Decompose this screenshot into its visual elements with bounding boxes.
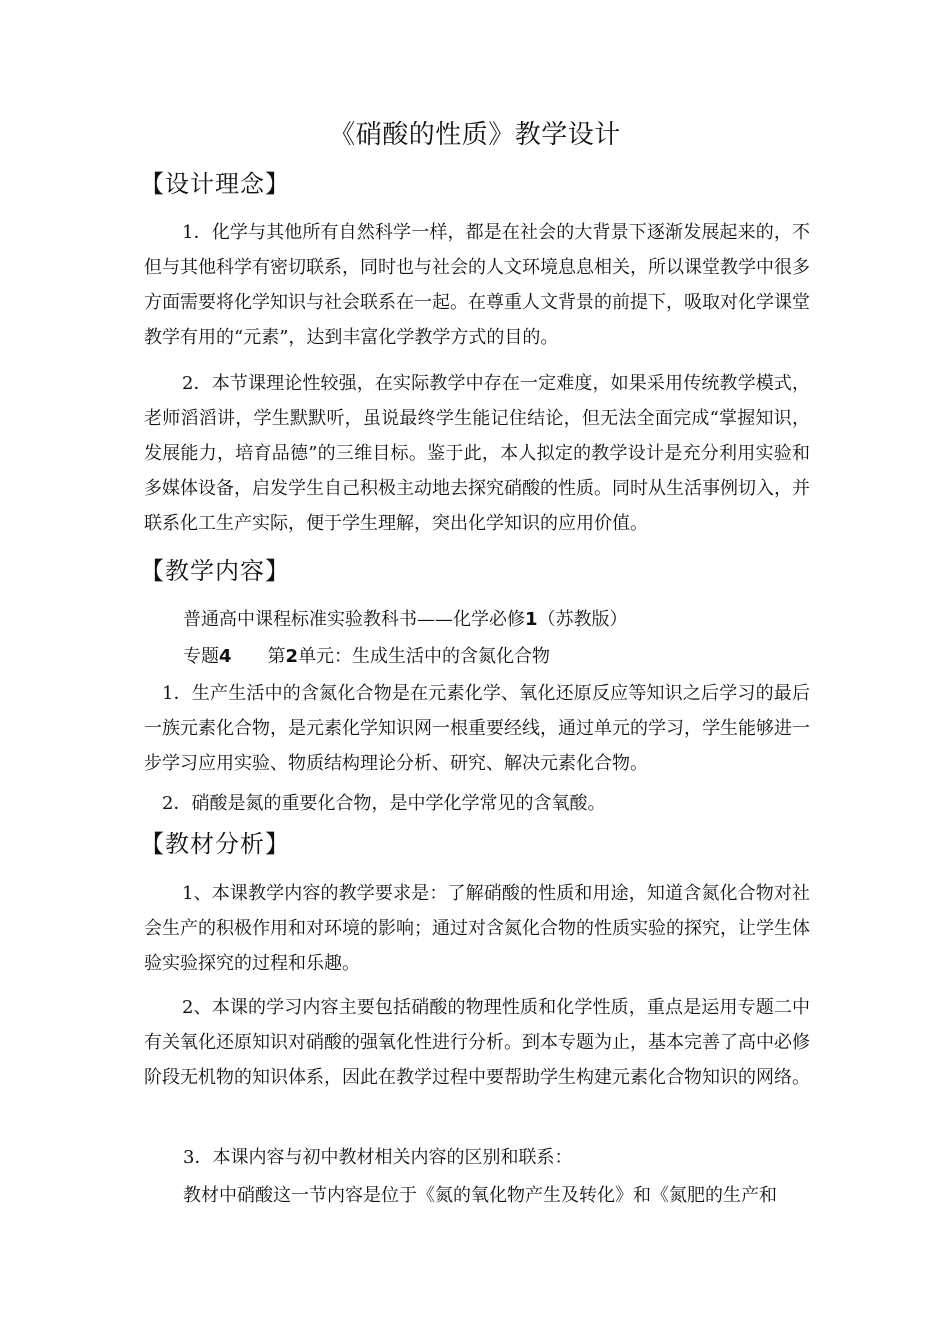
textbook-analysis-paragraph-4: 教材中硝酸这一节内容是位于《氮的氧化物产生及转化》和《氮肥的生产和	[183, 1185, 777, 1206]
unit-title: 单元：生成生活中的含氮化合物	[298, 646, 551, 667]
document-title: 《硝酸的性质》教学设计	[329, 120, 621, 150]
topic-label: 专题	[183, 646, 219, 667]
unit-number: 2	[285, 646, 299, 667]
textbook-edition: （苏教版）	[537, 609, 628, 630]
teaching-content-paragraph-2: 2．硝酸是氮的重要化合物，是中学化学常见的含氧酸。	[162, 793, 606, 814]
textbook-analysis-paragraph-2: 2、本课的学习内容主要包括硝酸的物理性质和化学性质，重点是运用专题二中有关氧化还原知识对硝酸的强氧化性进行分析。到本专题为止，基本完善了高中必修阶段无机物的知识体系，因此在教学过程中要帮助学生构建元素化合物知识的网络。	[144, 997, 810, 1088]
design-concept-paragraph-1: 1．化学与其他所有自然科学一样，都是在社会的大背景下逐渐发展起来的，不但与其他科学有密切联系，同时也与社会的人文环境息息相关，所以课堂教学中很多方面需要将化学知识与社会联系在一起。在尊重人文背景的前提下，吸取对化学课堂教学有用的“元素”，达到丰富化学教学方式的目的。	[144, 222, 810, 348]
section-heading-teaching-content: 【教学内容】	[140, 557, 290, 585]
section-heading-textbook-analysis: 【教材分析】	[140, 830, 290, 858]
textbook-analysis-paragraph-1: 1、本课教学内容的教学要求是：了解硝酸的性质和用途，知道含氮化合物对社会生产的积极作用和对环境的影响；通过对含氮化合物的性质实验的探究，让学生体验实验探究的过程和乐趣。	[144, 883, 810, 974]
unit-prefix: 第	[267, 646, 286, 667]
teaching-content-paragraph-1: 1．生产生活中的含氮化合物是在元素化学、氧化还原反应等知识之后学习的最后一族元素化合物，是元素化学知识网一根重要经线，通过单元的学习，学生能够进一步学习应用实验、物质结构理论分析、研究、解决元素化合物。	[144, 683, 810, 774]
topic-unit-line	[183, 639, 550, 674]
design-concept-paragraph-2: 2．本节课理论性较强，在实际教学中存在一定难度，如果采用传统教学模式，老师滔滔讲，学生默默听，虽说最终学生能记住结论，但无法全面完成“掌握知识，发展能力，培育品德”的三维目标。鉴于此，本人拟定的教学设计是充分利用实验和多媒体设备，启发学生自己积极主动地去探究硝酸的性质。同时从生活事例切入，并联系化工生产实际，便于学生理解，突出化学知识的应用价值。	[144, 373, 810, 534]
section-heading-design-concept: 【设计理念】	[140, 170, 290, 198]
textbook-name: 普通高中课程标准实验教科书——化学必修	[183, 609, 525, 630]
textbook-analysis-paragraph-3: 3．本课内容与初中教材相关内容的区别和联系：	[183, 1147, 573, 1168]
textbook-volume-number: 1	[525, 609, 538, 630]
topic-number: 4	[219, 646, 232, 667]
textbook-reference	[183, 602, 628, 637]
